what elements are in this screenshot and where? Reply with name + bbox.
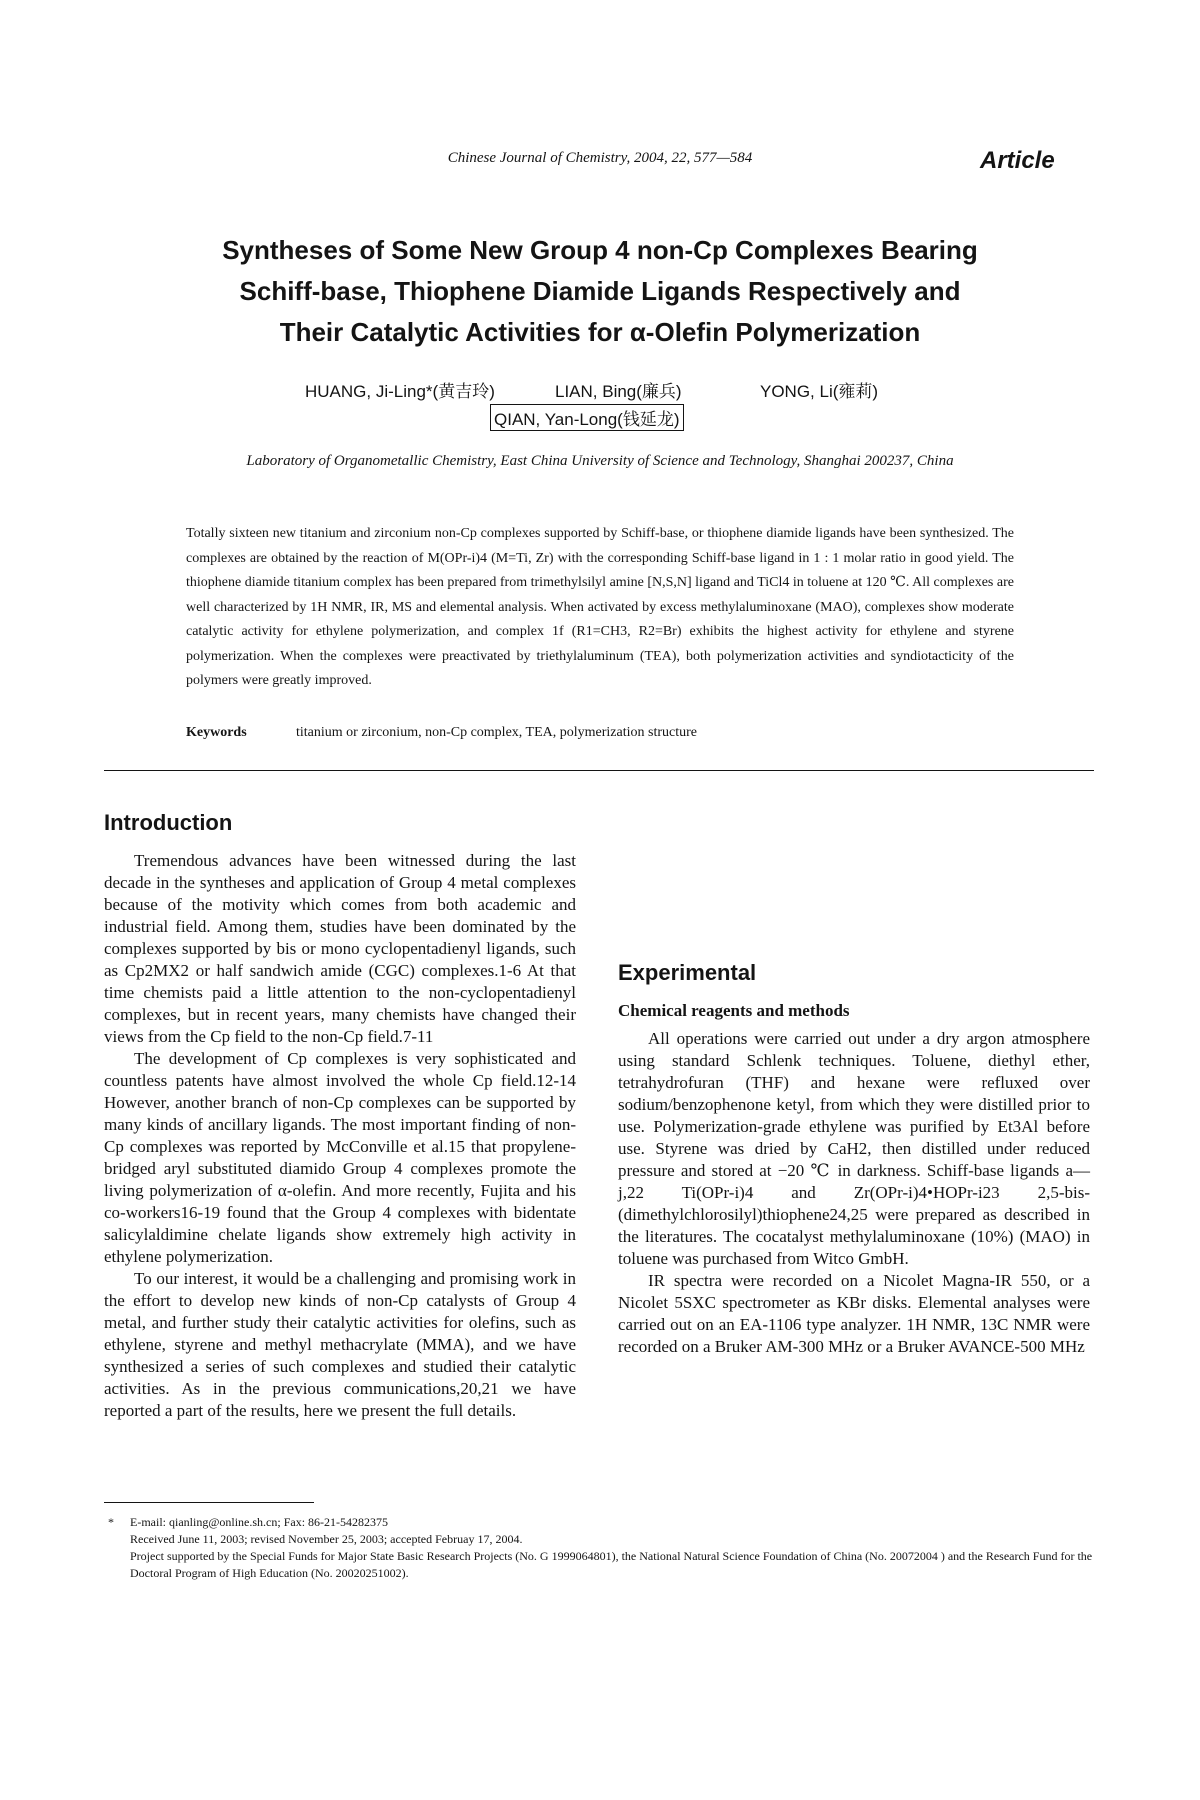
- author-name: LIAN, Bing(廉兵): [555, 382, 682, 401]
- paragraph: The development of Cp complexes is very sophisticated and countless patents have almost involved the whole Cp field.12-14 However, another branch of non-Cp complexes can be supported by many kinds of ancillary ligands. The most important finding of non-Cp complexes was reported by McConville et al.15 that propylene-bridged aryl substituted diamido Group 4 complexes promote the living polymerization of α-olefin. And more recently, Fujita and his co-workers16-19 found that the Group 4 complexes with bidentate salicylaldimine chelate ligands show extremely high activity in ethylene polymerization.: [104, 1049, 576, 1266]
- keywords: [186, 725, 697, 741]
- paragraph: To our interest, it would be a challenging and promising work in the effort to develop new kinds of non-Cp catalysts of Group 4 metal, and further study their catalytic activities for olefins, such as ethylene, styrene and methyl methacrylate (MMA), and we have synthesized a series of such complexes and studied their catalytic activities. As in the previous communications,20,21 we have reported a part of the results, here we present the full details.: [104, 1269, 576, 1420]
- footnote-marker: *: [108, 1515, 114, 1529]
- author-name-boxed: QIAN, Yan-Long(钱延龙): [490, 404, 684, 431]
- article-type-label: Article: [980, 147, 1055, 174]
- keywords-text: titanium or zirconium, non-Cp complex, TEA, polymerization structure: [296, 725, 697, 740]
- paper-title: [120, 230, 1080, 353]
- section-heading: Introduction: [104, 810, 233, 835]
- paragraph: IR spectra were recorded on a Nicolet Magna-IR 550, or a Nicolet 5SXC spectrometer as KBr disks. Elemental analyses were carried out on an EA-1106 type analyzer. 1H NMR, 13C NMR were recorded on a Bruker AM-300 MHz or a Bruker AVANCE-500 MHz: [618, 1271, 1090, 1356]
- title-line: Their Catalytic Activities for α-Olefin Polymerization: [279, 317, 921, 347]
- left-column: [104, 812, 576, 1422]
- footnotes: [104, 1514, 1094, 1582]
- footnote-text: E-mail: qianling@online.sh.cn; Fax: 86-21-54282375: [130, 1515, 389, 1529]
- footnote-received: Received June 11, 2003; revised November 25, 2003; accepted Februay 17, 2004.: [130, 1532, 523, 1546]
- affiliation: Laboratory of Organometallic Chemistry, East China University of Science and Technology, Shanghai 200237, China: [246, 453, 954, 469]
- title-line: Schiff-base, Thiophene Diamide Ligands Respectively and: [239, 276, 961, 306]
- journal-citation: Chinese Journal of Chemistry, 2004, 22, 577—584: [447, 150, 753, 166]
- section-heading: Experimental: [618, 960, 757, 985]
- title-line: Syntheses of Some New Group 4 non-Cp Complexes Bearing: [222, 235, 978, 265]
- footnote-email: [104, 1514, 1094, 1531]
- author-name: HUANG, Ji-Ling*(黄吉玲): [305, 382, 495, 401]
- section-divider: [104, 770, 1094, 771]
- abstract: Totally sixteen new titanium and zirconium non-Cp complexes supported by Schiff-base, or thiophene diamide ligands have been synthesized. The complexes are obtained by the reaction of M(OPr-i)4 (M=Ti, Zr) with the corresponding Schiff-base ligand in 1 : 1 molar ratio in good yield. The thiophene diamide titanium complex has been prepared from trimethylsilyl amine [N,S,N] ligand and TiCl4 in toluene at 120 ℃. All complexes are well characterized by 1H NMR, IR, MS and elemental analysis. When activated by excess methylaluminoxane (MAO), complexes show moderate catalytic activity for ethylene polymerization, and complex 1f (R1=CH3, R2=Br) exhibits the highest activity for ethylene and styrene polymerization. When the complexes were preactivated by triethylaluminum (TEA), both polymerization activities and syndiotacticity of the polymers were greatly improved.: [186, 526, 1014, 688]
- paragraph: All operations were carried out under a dry argon atmosphere using standard Schlenk techniques. Toluene, diethyl ether, tetrahydrofuran (THF) and hexane were refluxed over sodium/benzophenone ketyl, from which they were distilled prior to use. Polymerization-grade ethylene was purified by Et3Al before use. Styrene was dried by CaH2, then distilled under reduced pressure and stored at −20 ℃ in darkness. Schiff-base ligands a—j,22 Ti(OPr-i)4 and Zr(OPr-i)4•HOPr-i23 2,5-bis-(dimethylchlorosilyl)thiophene24,25 were prepared as described in the literatures. The cocatalyst methylaluminoxane (10%) (MAO) in toluene was purchased from Witco GmbH.: [618, 1029, 1090, 1268]
- paragraph: Tremendous advances have been witnessed during the last decade in the syntheses and application of Group 4 metal complexes because of the motivity which comes from both academic and industrial field. Among them, studies have been dominated by the complexes supported by bis or mono cyclopentadienyl ligands, such as Cp2MX2 or half sandwich amide (CGC) complexes.1-6 At that time chemists paid a little attention to the non-cyclopentadienyl complexes, but in recent years, many chemists have changed their views from the Cp field to the non-Cp field.7-11: [104, 851, 576, 1046]
- keywords-label: Keywords: [186, 725, 247, 740]
- right-column: [618, 812, 1090, 1358]
- author-name: YONG, Li(雍莉): [760, 382, 879, 401]
- footnote-divider: [104, 1502, 314, 1503]
- subsection-heading: Chemical reagents and methods: [618, 1001, 850, 1020]
- footnote-support: Project supported by the Special Funds for Major State Basic Research Projects (No. G 1999064801), the National Natural Science Foundation of China (No. 20072004 ) and the Research Fund for the Doctoral Program of High Education (No. 20020251002).: [130, 1549, 1093, 1580]
